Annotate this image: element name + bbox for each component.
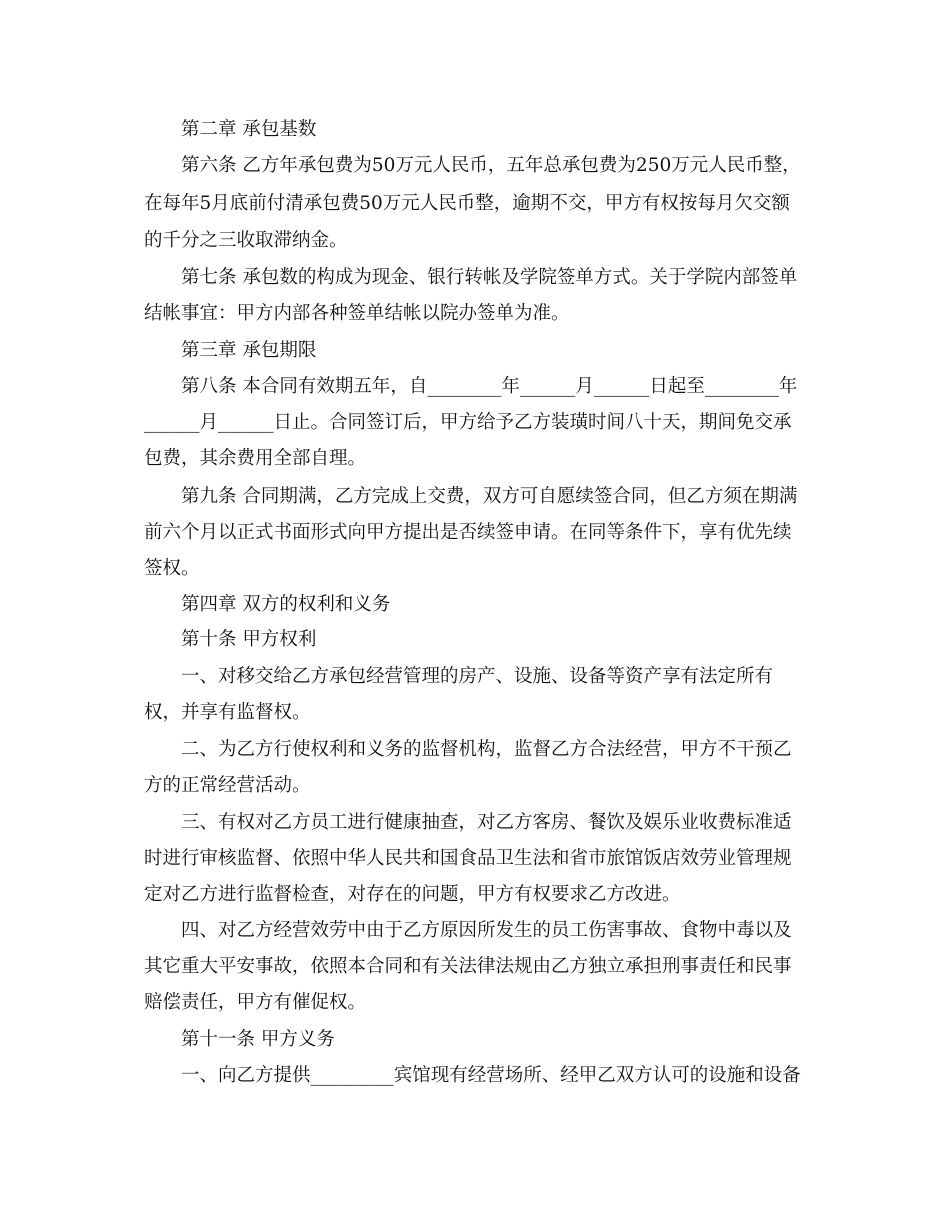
paragraph-line: 在每年5月底前付清承包费50万元人民币整，逾期不交，甲方有权按每月欠交额 — [144, 193, 790, 214]
chapter-heading: 第三章 承包期限 — [181, 340, 317, 361]
paragraph-line: 时进行审核监督、依照中华人民共和国食品卫生法和省市旅馆饭店效劳业管理规 — [144, 848, 792, 869]
article-heading: 第十条 甲方权利 — [181, 629, 317, 650]
article-heading: 第十一条 甲方义务 — [181, 1029, 335, 1050]
paragraph-line: 前六个月以正式书面形式向甲方提出是否续签申请。在同等条件下，享有优先续 — [144, 522, 792, 543]
paragraph-line: 签权。 — [144, 558, 200, 579]
chapter-heading: 第四章 双方的权利和义务 — [181, 594, 391, 615]
paragraph-line: 一、对移交给乙方承包经营管理的房产、设施、设备等资产享有法定所有 — [181, 666, 774, 687]
paragraph-line: 结帐事宜：甲方内部各种签单结帐以院办签单为准。 — [144, 303, 570, 324]
paragraph-line: 三、有权对乙方员工进行健康抽查，对乙方客房、餐饮及娱乐业收费标准适 — [181, 812, 792, 833]
paragraph-line: 定对乙方进行监督检查，对存在的问题，甲方有权要求乙方改进。 — [144, 884, 681, 905]
paragraph-line: 第六条 乙方年承包费为50万元人民币，五年总承包费为250万元人民币整， — [181, 155, 801, 176]
paragraph-line: 的千分之三收取滞纳金。 — [144, 230, 348, 251]
paragraph-line: 赔偿责任，甲方有催促权。 — [144, 992, 367, 1013]
paragraph-line: 方的正常经营活动。 — [144, 775, 311, 796]
chapter-heading: 第二章 承包基数 — [181, 119, 317, 140]
paragraph-line: 二、为乙方行使权利和义务的监督机构，监督乙方合法经营，甲方不干预乙 — [181, 739, 792, 760]
paragraph-line: 第七条 承包数的构成为现金、银行转帐及学院签单方式。关于学院内部签单 — [181, 267, 798, 288]
paragraph-line: 第八条 本合同有效期五年，自________年______月______日起至________年 — [181, 376, 798, 397]
paragraph-line: 第九条 合同期满，乙方完成上交费，双方可自愿续签合同，但乙方须在期满 — [181, 486, 798, 507]
paragraph-line: ______月______日止。合同签订后，甲方给予乙方装璜时间八十天，期间免交承 — [144, 412, 792, 433]
paragraph-line: 权，并享有监督权。 — [144, 702, 311, 723]
paragraph-line: 包费，其余费用全部自理。 — [144, 448, 367, 469]
paragraph-line: 其它重大平安事故，依照本合同和有关法律法规由乙方独立承担刑事责任和民事 — [144, 956, 792, 977]
paragraph-line: 四、对乙方经营效劳中由于乙方原因所发生的员工伤害事故、食物中毒以及 — [181, 920, 792, 941]
paragraph-line: 一、向乙方提供_________宾馆现有经营场所、经甲乙双方认可的设施和设备 — [181, 1065, 801, 1086]
